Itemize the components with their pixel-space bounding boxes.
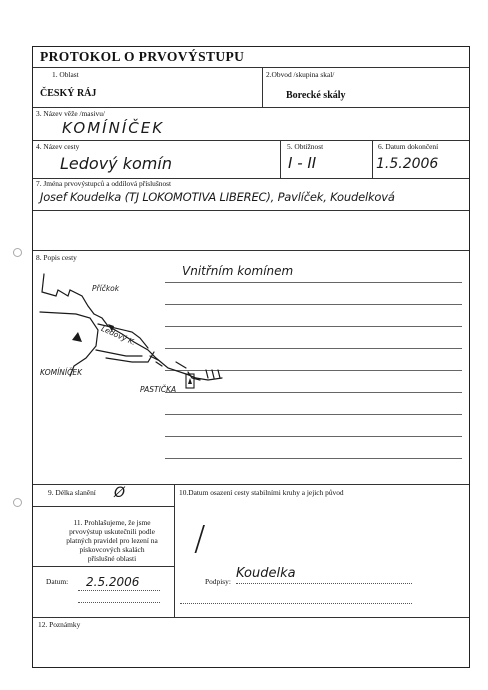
field-kruhy-label: 10.Datum osazení cesty stabilními kruhy a jejich původ	[179, 488, 344, 497]
sketch-label-pasticka: PASTIČKA	[140, 385, 177, 394]
field-obvod-value[interactable]: Borecké skály	[286, 90, 346, 101]
field-delka-label: 9. Délka slanění	[48, 488, 96, 497]
divider	[33, 506, 175, 507]
punch-hole-bottom	[13, 498, 22, 507]
divider	[33, 566, 175, 567]
divider	[33, 617, 469, 618]
datum-value[interactable]: 2.5.2006	[86, 575, 140, 589]
divider	[280, 140, 281, 178]
field-cesta-label: 4. Název cesty	[36, 142, 80, 151]
field-datum-dokonceni-value[interactable]: 1.5.2006	[376, 156, 439, 172]
divider	[372, 140, 373, 178]
field-poznamky-label: 12. Poznámky	[38, 620, 81, 629]
field-cesta-value[interactable]: Ledový komín	[60, 154, 172, 173]
divider	[33, 140, 469, 141]
field-jmena-value[interactable]: Josef Koudelka (TJ LOKOMOTIVA LIBEREC), Pavlíček, Koudelková	[40, 190, 395, 204]
field-obtiznost-label: 5. Obtížnost	[287, 142, 324, 151]
form-title: PROTOKOL O PRVOVÝSTUPU	[40, 49, 245, 64]
podpisy-value[interactable]: Koudelka	[236, 566, 296, 581]
divider	[33, 107, 469, 108]
punch-hole-top	[13, 248, 22, 257]
ruled-line	[165, 436, 462, 437]
declaration-text: 11. Prohlašujeme, že jsme prvovýstup uskutečnili podle platných pravidel pro lezení na pískovcových skalách příslušné oblasti	[66, 518, 158, 563]
datum-dotted-line	[78, 602, 160, 603]
field-prohlaseni-value[interactable]: /	[194, 519, 206, 559]
ruled-line	[165, 458, 462, 459]
divider	[33, 250, 469, 251]
podpisy-label: Podpisy:	[205, 577, 231, 586]
podpisy-dotted-line	[236, 583, 412, 584]
field-popis-value[interactable]: Vnitřním komínem	[182, 264, 294, 278]
divider	[33, 67, 469, 68]
field-delka-value[interactable]: Ø	[114, 485, 126, 501]
divider	[262, 67, 263, 107]
field-obtiznost-value[interactable]: I - II	[288, 154, 317, 172]
divider	[33, 210, 469, 211]
sketch-label-prickle: Příčkok	[92, 284, 120, 293]
field-popis-label: 8. Popis cesty	[36, 253, 77, 262]
datum-dotted-line	[78, 590, 160, 591]
field-vez-value[interactable]: KOMÍNÍČEK	[62, 119, 165, 137]
datum-label: Datum:	[46, 577, 69, 586]
field-vez-label: 3. Název věže /masivu/	[36, 109, 105, 118]
field-oblast-label: 1. Oblast	[52, 70, 79, 79]
field-jmena-label: 7. Jména prvovýstupců a oddílová příslušnost	[36, 179, 172, 188]
divider	[33, 484, 469, 485]
sketch-label-ledovy: Ledový K.	[99, 323, 138, 348]
field-oblast-value[interactable]: ČESKÝ RÁJ	[40, 88, 97, 99]
podpisy-dotted-line	[180, 603, 412, 604]
field-datum-dokonceni-label: 6. Datum dokončení	[378, 142, 439, 151]
field-obvod-label: 2.Obvod /skupina skal/	[266, 70, 335, 79]
sketch-label-tower: KOMÍNÍČEK	[40, 368, 83, 377]
